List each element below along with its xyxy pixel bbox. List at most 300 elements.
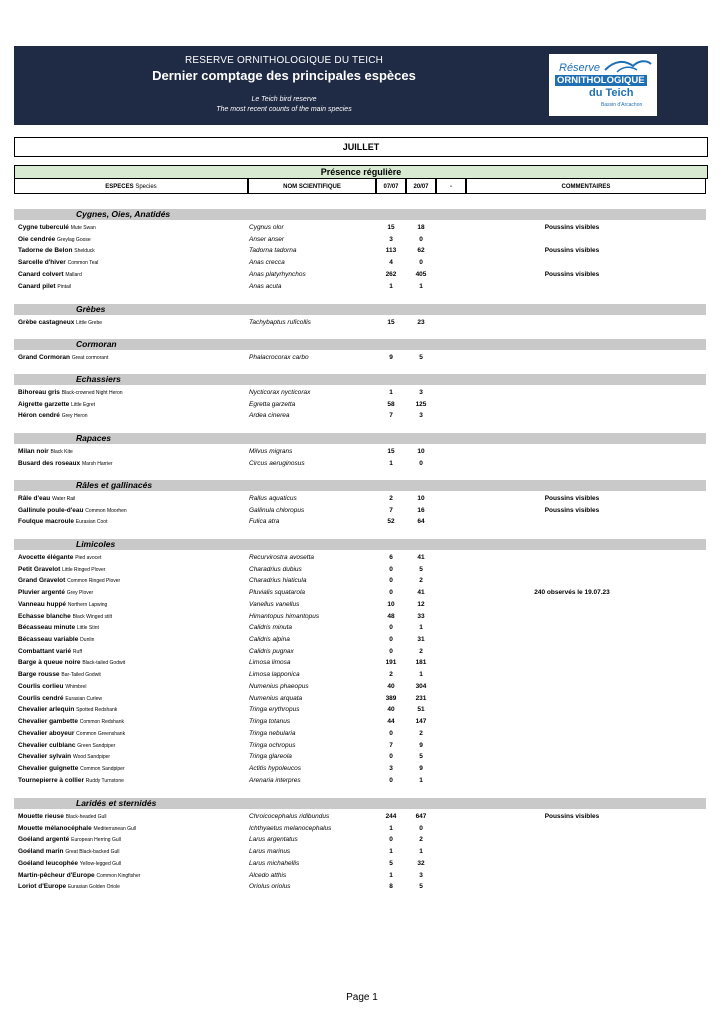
count-date1: 244 [385,813,397,820]
species-scientific: Charadrius dubius [249,565,302,573]
species-common-name [18,834,121,846]
species-scientific: Anas platyrhynchos [249,270,306,278]
count-date1: 2 [389,495,393,502]
count-date1: 58 [387,400,395,408]
english-title: Le Teich bird reserve [251,96,317,103]
species-en: Black Kite [50,449,73,455]
table-row [0,505,724,517]
species-common-name [18,811,107,823]
species-en: Common Moorhen [85,507,127,514]
count-date1: 15 [387,224,395,231]
species-en: Common Redshank [79,719,124,726]
species-scientific: Tachybaptus ruficollis [249,319,311,326]
count-date1: 0 [389,647,393,655]
species-scientific: Arenaria interpres [249,776,301,784]
species-en: Little Egret [71,401,96,408]
species-fr: Tournepierre à collier [18,776,84,784]
count-date1: 7 [389,412,393,420]
count-date1: 44 [387,718,395,726]
count-date1: 0 [389,589,393,597]
species-en: Grey Heron [61,413,88,420]
species-fr: Echasse blanche [18,612,71,620]
species-common-name [18,352,108,364]
species-fr: Oie cendrée [18,235,56,243]
count-date1: 5 [389,859,393,867]
count-date1: 0 [389,636,393,644]
species-scientific: Gallinula chloropus [249,506,305,514]
species-common-name [18,763,125,775]
count-date1: 1 [389,282,393,290]
english-subtitle: The most recent counts of the main species [216,106,352,113]
species-fr: Mouette rieuse [18,813,64,820]
count-date2: 51 [417,706,425,714]
count-date2: 1 [419,848,423,856]
table-row [0,811,724,823]
report-title: Dernier comptage des principales espèces [152,68,416,83]
count-date1: 113 [385,247,397,255]
count-date2: 405 [415,270,427,278]
group-header [14,304,706,315]
species-fr: Milan noir [18,448,49,455]
species-common-name [18,823,136,835]
species-fr: Râle d'eau [18,495,51,502]
species-fr: Avocette élégante [18,554,74,561]
species-scientific: Numenius phaeopus [249,682,309,690]
species-en: Green Sandpiper [77,742,116,749]
species-fr: Grand Cormoran [18,354,71,361]
species-en: Black-crowned Night Heron [61,390,123,396]
species-fr: Aigrette garzette [18,400,70,408]
logo-line2: ORNITHOLOGIQUE [557,75,645,86]
table-row [0,669,724,681]
table-row [0,846,724,858]
species-en: Common Ringed Plover [67,578,121,585]
species-common-name [18,870,140,882]
group-header [14,480,706,491]
count-date2: 304 [415,682,427,690]
count-date2: 2 [419,647,423,655]
count-date2: 2 [419,836,423,844]
species-en: Common Kingfisher [96,872,141,879]
count-date1: 1 [389,824,393,832]
table-row [0,881,724,893]
species-en: Great Black-backed Gull [65,849,120,856]
table-row [0,458,724,470]
table-row [0,281,724,293]
group-header [14,798,706,809]
table-row [0,622,724,634]
count-date2: 41 [417,554,425,561]
count-date1: 3 [389,764,393,772]
species-scientific: Milvus migrans [249,448,293,455]
count-date1: 262 [385,270,397,278]
species-common-name [18,458,113,470]
count-date2: 41 [417,589,425,597]
count-date1: 7 [389,506,393,514]
count-date2: 9 [419,764,423,772]
count-date1: 15 [387,319,395,326]
count-date1: 48 [387,612,395,620]
species-en: Common Sandpiper [80,765,125,772]
species-en: European Herring Gull [71,837,121,844]
species-en: Shelduck [74,248,95,255]
species-common-name [18,716,124,728]
count-date2: 12 [417,600,425,608]
group-name: Cormoran [76,339,117,349]
count-date2: 0 [419,459,423,467]
species-fr: Chevalier arlequin [18,706,75,714]
count-date2: 9 [419,741,423,749]
table-row [0,410,724,422]
species-en: Grey Plover [66,590,94,597]
species-common-name [18,234,91,246]
count-date1: 7 [389,741,393,749]
species-en: Mallard [65,271,82,278]
species-en: Water Rail [52,496,76,502]
species-scientific: Cygnus olor [249,224,284,231]
table-row [0,552,724,564]
table-row [0,387,724,399]
species-fr: Gallinule poule-d'eau [18,506,84,514]
count-date2: 62 [417,247,425,255]
species-en: Black Winged stilt [72,613,113,620]
count-date2: 32 [417,859,425,867]
species-scientific: Fulica atra [249,518,280,526]
count-date2: 33 [417,612,425,620]
species-fr: Vanneau huppé [18,600,67,608]
species-fr: Petit Gravelot [18,565,61,573]
species-en: Ruff [72,648,83,655]
count-date2: 1 [419,671,423,679]
species-scientific: Calidris minuta [249,624,292,632]
count-date2: 3 [419,412,423,420]
count-date1: 3 [389,235,393,243]
species-scientific: Tringa nebularia [249,729,296,737]
species-common-name [18,846,120,858]
species-fr: Barge à queue noire [18,659,81,667]
species-common-name [18,858,121,870]
table-row [0,763,724,775]
species-scientific: Ardea cinerea [249,412,290,420]
count-date1: 1 [389,459,393,467]
table-row [0,834,724,846]
species-en: Northern Lapwing [67,601,108,608]
table-row [0,399,724,411]
species-fr: Goéland marin [18,848,64,856]
count-date2: 647 [415,813,427,820]
group-name: Râles et gallinacés [76,480,153,490]
species-common-name [18,552,101,564]
table-row [0,751,724,763]
table-row [0,245,724,257]
count-date1: 1 [389,848,393,856]
species-scientific: Limosa limosa [249,659,291,667]
species-fr: Chevalier sylvain [18,753,72,761]
count-date2: 0 [419,235,423,243]
species-common-name [18,245,95,257]
species-scientific: Phalacrocorax carbo [249,354,309,361]
species-common-name [18,446,73,458]
species-en: Black-headed Gull [65,814,107,820]
col-date2: 20/07 [406,178,436,194]
species-fr: Bécasseau minute [18,624,76,632]
species-scientific: Pluvialis squatarola [249,589,306,597]
comment: Poussins visibles [544,224,600,231]
count-date2: 231 [415,694,427,702]
count-date1: 1 [389,871,393,879]
count-date2: 1 [419,624,423,632]
species-scientific: Larus marinus [249,848,291,856]
group-header [14,539,706,550]
species-fr: Pluvier argenté [18,589,65,597]
species-fr: Cygne tuberculé [18,224,69,231]
count-date1: 6 [389,554,393,561]
count-date1: 0 [389,624,393,632]
table-row [0,870,724,882]
species-scientific: Numenius arquata [249,694,303,702]
table-row [0,257,724,269]
species-common-name [18,751,110,763]
count-date1: 0 [389,577,393,585]
col-comments: COMMENTAIRES [466,178,706,194]
group-name: Rapaces [76,433,111,443]
count-date1: 15 [387,448,395,455]
species-scientific: Anser anser [249,235,285,243]
species-common-name [18,740,115,752]
species-common-name [18,281,71,293]
table-row [0,681,724,693]
species-en: Spotted Redshank [76,707,118,714]
species-fr: Barge rousse [18,671,60,679]
species-scientific: Recurvirostra avosetta [249,554,315,561]
species-en: Eurasian Curlew [65,695,103,702]
count-date1: 0 [389,753,393,761]
count-date1: 389 [385,694,397,702]
comment: Poussins visibles [544,247,600,255]
comment: 240 observés le 19.07.23 [534,589,610,597]
species-en: Eurasian Coot [75,519,108,526]
species-scientific: Anas crecca [249,259,285,267]
count-date1: 0 [389,729,393,737]
species-fr: Bihoreau gris [18,389,60,396]
species-scientific: Calidris pugnax [249,647,294,655]
species-common-name [18,317,102,329]
count-date2: 125 [415,400,427,408]
count-date1: 191 [385,659,397,667]
species-scientific: Nycticorax nycticorax [249,389,311,396]
count-date2: 10 [417,448,425,455]
table-row [0,693,724,705]
species-common-name [18,269,82,281]
species-common-name [18,693,102,705]
comment: Poussins visibles [544,495,600,502]
species-fr: Goéland argenté [18,836,70,844]
count-date1: 0 [389,565,393,573]
species-scientific: Tringa erythropus [249,706,300,714]
species-fr: Goéland leucophée [18,859,78,867]
species-fr: Courlis cendré [18,694,64,702]
table-row [0,564,724,576]
species-common-name [18,728,125,740]
species-en: Wood Sandpiper [72,754,111,761]
table-row [0,634,724,646]
species-fr: Courlis corlieu [18,682,64,690]
table-row [0,728,724,740]
table-row [0,575,724,587]
group-header [14,433,706,444]
species-en: Dunlin [80,637,95,644]
count-date1: 40 [387,706,395,714]
species-scientific: Ichthyaetus melanocephalus [249,824,332,832]
species-scientific: Rallus aquaticus [249,495,297,502]
species-en: Great cormorant [71,355,109,361]
species-fr: Mouette mélanocéphale [18,824,92,832]
species-en: Yellow-legged Gull [79,860,122,867]
presence-banner: Présence régulière [14,165,708,179]
species-common-name [18,657,125,669]
species-scientific: Alcedo atthis [249,871,287,879]
col-date1: 07/07 [376,178,406,194]
species-scientific: Charadrius hiaticula [249,577,307,585]
species-common-name [18,575,120,587]
report-header [14,46,708,125]
species-scientific: Larus argentatus [249,836,298,844]
col-species [14,178,248,194]
species-common-name [18,704,117,716]
species-scientific: Chroicocephalus ridibundus [249,813,330,820]
count-date2: 31 [417,636,425,644]
species-fr: Héron cendré [18,412,60,420]
species-fr: Chevalier aboyeur [18,729,75,737]
group-name: Limicoles [76,539,116,549]
table-row [0,646,724,658]
species-scientific: Actitis hypoleucos [249,764,302,772]
species-en: Eurasian Golden Oriole [67,884,120,891]
table-row [0,740,724,752]
count-date2: 147 [415,718,427,726]
species-common-name [18,775,124,787]
reserve-title: RESERVE ORNITHOLOGIQUE DU TEICH [184,55,384,66]
page-number: Page 1 [346,992,378,1003]
table-row [0,234,724,246]
species-common-name [18,611,112,623]
table-row [0,657,724,669]
count-date1: 40 [387,682,395,690]
table-row [0,516,724,528]
species-common-name [18,587,93,599]
group-name: Laridés et sternidés [76,798,157,808]
species-common-name [18,257,98,269]
count-date2: 16 [417,506,425,514]
species-common-name [18,669,101,681]
table-row [0,775,724,787]
count-date2: 5 [419,883,423,891]
count-date1: 52 [387,518,395,526]
count-date2: 2 [419,729,423,737]
group-header [14,209,706,220]
species-fr: Canard pilet [18,282,56,290]
table-row [0,611,724,623]
species-common-name [18,681,86,693]
species-scientific: Oriolus oriolus [249,883,291,891]
logo-line3: du Teich [589,87,634,99]
species-en: Little Stint [76,625,99,632]
table-row [0,222,724,234]
species-scientific: Anas acuta [249,282,282,290]
species-scientific: Tringa totanus [249,718,291,726]
species-common-name [18,387,123,399]
species-scientific: Vanellus vanellus [249,600,300,608]
species-common-name [18,516,107,528]
count-date1: 0 [389,776,393,784]
count-date1: 8 [389,883,393,891]
species-fr: Sarcelle d'hiver [18,259,66,267]
count-date2: 1 [419,776,423,784]
species-common-name [18,564,105,576]
count-date1: 10 [387,600,395,608]
count-date2: 10 [417,495,425,502]
count-date2: 2 [419,577,423,585]
group-header [14,374,706,385]
count-date1: 9 [389,354,393,361]
count-date2: 3 [419,871,423,879]
species-scientific: Limosa lapponica [249,671,300,679]
species-common-name [18,881,120,893]
count-date1: 0 [389,836,393,844]
reserve-logo [549,54,657,116]
logo-line1: Réserve [559,62,600,74]
table-row [0,446,724,458]
count-date2: 23 [417,319,425,326]
species-fr: Chevalier gambette [18,718,78,726]
species-en: Marsh Harrier [81,460,113,467]
count-date2: 181 [415,659,427,667]
col-species-label: ESPECES [105,184,134,190]
comment: Poussins visibles [544,506,600,514]
species-fr: Canard colvert [18,270,64,278]
species-common-name [18,493,75,505]
species-en: Little Ringed Plover [62,566,106,573]
group-name: Grèbes [76,304,106,314]
count-date2: 0 [419,259,423,267]
species-common-name [18,599,107,611]
count-date1: 4 [389,259,393,267]
col-species-en: Species [135,184,157,190]
species-fr: Busard des roseaux [18,459,81,467]
table-row [0,269,724,281]
count-date2: 5 [419,753,423,761]
species-fr: Tadorne de Belon [18,247,73,255]
species-common-name [18,410,88,422]
table-row [0,352,724,364]
species-en: Mute Swan [70,225,96,231]
species-en: Bar-Tailed Godwit [61,672,101,679]
species-fr: Chevalier guignette [18,764,79,772]
group-name: Cygnes, Oies, Anatidés [76,209,171,219]
species-en: Black-tailed Godwit [82,660,126,667]
count-date1: 2 [389,671,393,679]
species-fr: Grand Gravelot [18,577,66,585]
species-en: Pied avocet [75,555,102,561]
species-scientific: Tadorna tadorna [249,247,297,255]
species-common-name [18,505,127,517]
species-common-name [18,222,96,234]
species-scientific: Larus michahellis [249,859,300,867]
species-en: Common Teal [67,260,99,267]
table-row [0,858,724,870]
group-header [14,339,706,350]
col-dash: - [436,178,466,194]
